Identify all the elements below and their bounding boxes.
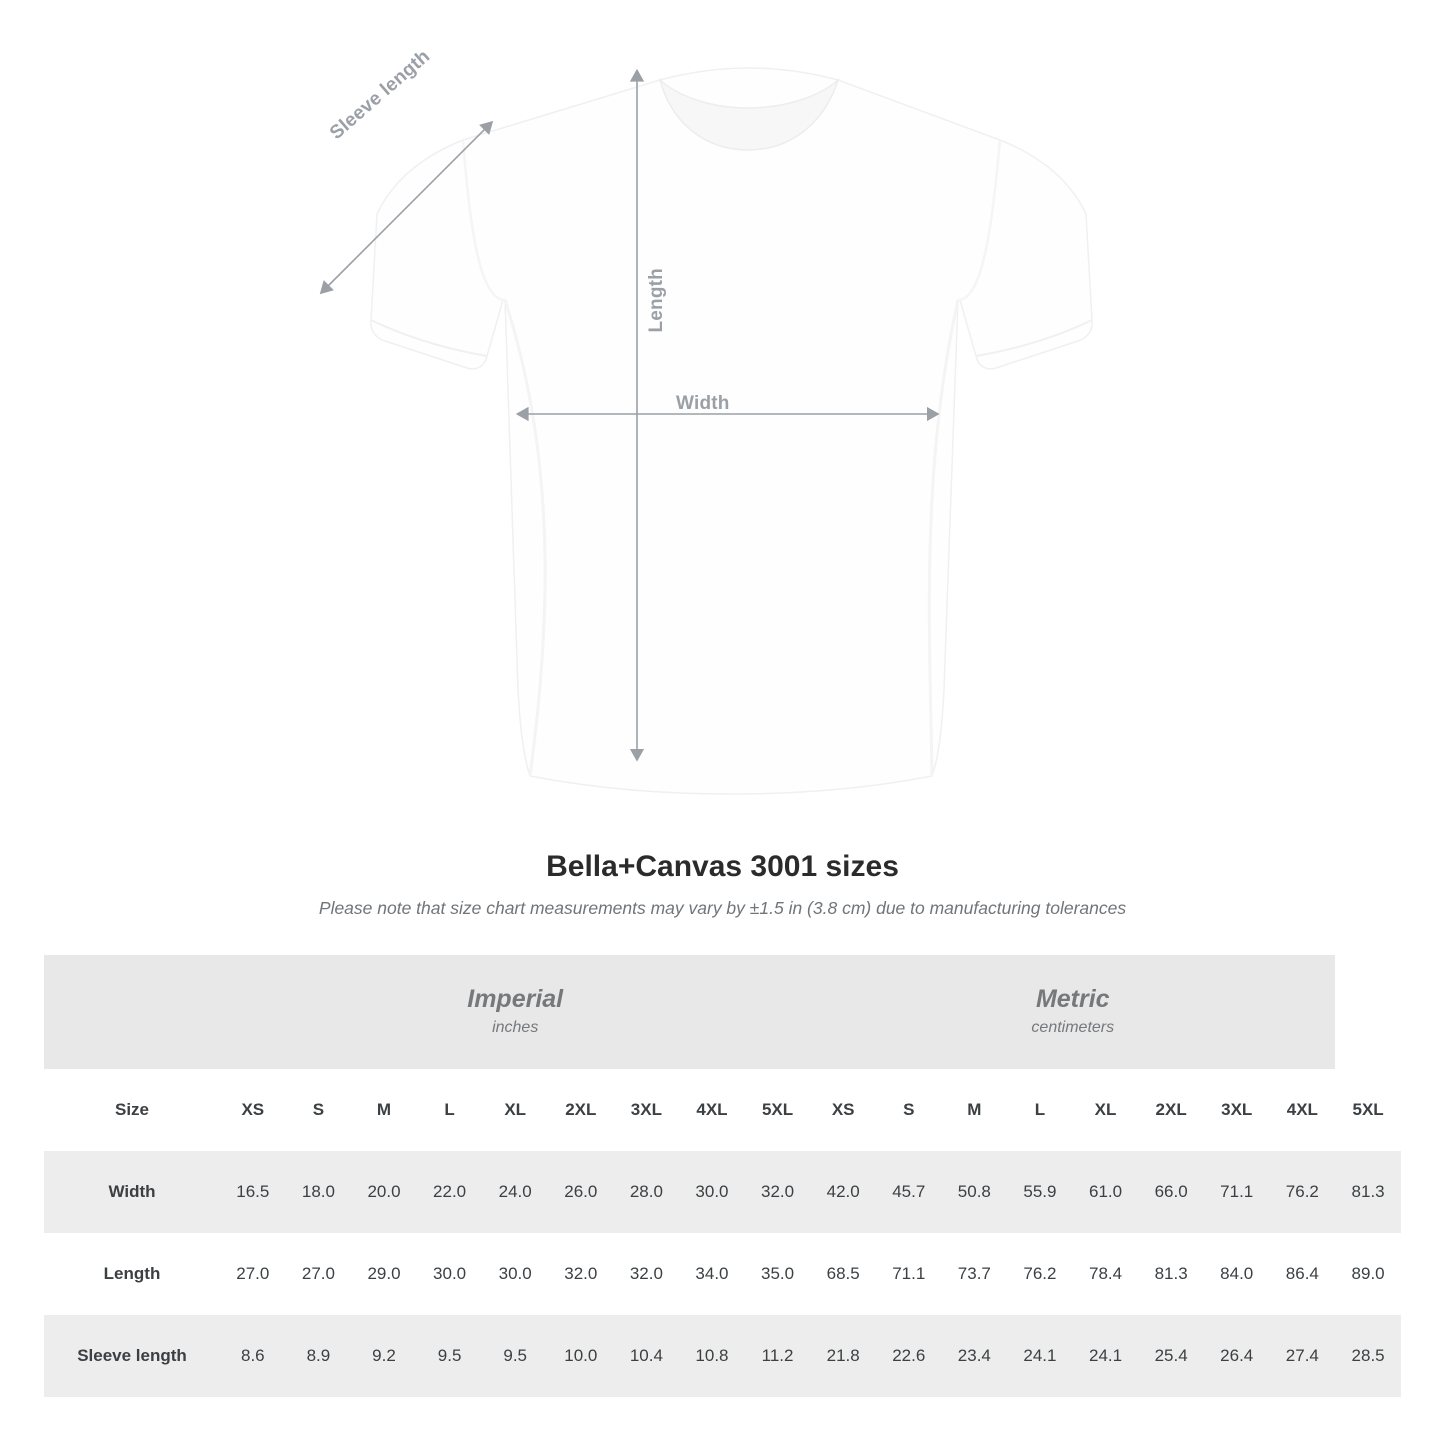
metric-unit-header: [810, 955, 1335, 1069]
size-col-15: 3XL: [1204, 1069, 1270, 1151]
size-row-label: Size: [44, 1069, 220, 1151]
width-m-cm: 50.8: [942, 1151, 1008, 1233]
sleeve-5xl-in: 11.2: [745, 1315, 811, 1397]
tolerance-note: Please note that size chart measurements may vary by ±1.5 in (3.8 cm) due to manufacturing tolerances: [318, 898, 1127, 918]
row-label-sleeve-length: Sleeve length: [44, 1315, 220, 1397]
row-label-length: Length: [44, 1233, 220, 1315]
width-3xl-cm: 71.1: [1204, 1151, 1270, 1233]
width-3xl-in: 28.0: [614, 1151, 680, 1233]
sleeve-5xl-cm: 28.5: [1335, 1315, 1401, 1397]
length-s-cm: 71.1: [876, 1233, 942, 1315]
width-s-cm: 45.7: [876, 1151, 942, 1233]
sleeve-l-in: 9.5: [417, 1315, 483, 1397]
chart-heading: [0, 850, 1445, 919]
width-xs-in: 16.5: [220, 1151, 286, 1233]
size-col-2: M: [351, 1069, 417, 1151]
width-2xl-in: 26.0: [548, 1151, 614, 1233]
width-xl-in: 24.0: [482, 1151, 548, 1233]
size-header-row: [44, 1069, 1401, 1151]
sleeve-2xl-in: 10.0: [548, 1315, 614, 1397]
width-2xl-cm: 66.0: [1138, 1151, 1204, 1233]
length-m-in: 29.0: [351, 1233, 417, 1315]
length-xl-cm: 78.4: [1073, 1233, 1139, 1315]
sleeve-m-cm: 23.4: [942, 1315, 1008, 1397]
width-5xl-cm: 81.3: [1335, 1151, 1401, 1233]
table-row: [44, 1233, 1401, 1315]
sleeve-xl-cm: 24.1: [1073, 1315, 1139, 1397]
size-col-1: S: [286, 1069, 352, 1151]
size-table-wrapper: [44, 955, 1401, 1397]
length-xs-in: 27.0: [220, 1233, 286, 1315]
size-col-11: M: [942, 1069, 1008, 1151]
length-xl-in: 30.0: [482, 1233, 548, 1315]
sleeve-length-label: Sleeve length: [326, 45, 435, 144]
size-col-16: 4XL: [1270, 1069, 1336, 1151]
imperial-title: Imperial: [467, 984, 564, 1013]
length-s-in: 27.0: [286, 1233, 352, 1315]
page-title: Bella+Canvas 3001 sizes: [546, 850, 899, 883]
length-label: Length: [646, 268, 667, 333]
size-col-5: 2XL: [548, 1069, 614, 1151]
length-3xl-in: 32.0: [614, 1233, 680, 1315]
sleeve-l-cm: 24.1: [1007, 1315, 1073, 1397]
width-l-in: 22.0: [417, 1151, 483, 1233]
size-col-6: 3XL: [614, 1069, 680, 1151]
length-2xl-cm: 81.3: [1138, 1233, 1204, 1315]
length-l-cm: 76.2: [1007, 1233, 1073, 1315]
width-s-in: 18.0: [286, 1151, 352, 1233]
size-col-9: XS: [810, 1069, 876, 1151]
length-xs-cm: 68.5: [810, 1233, 876, 1315]
size-col-4: XL: [482, 1069, 548, 1151]
imperial-subtitle: inches: [492, 1018, 539, 1036]
metric-subtitle: centimeters: [1031, 1018, 1115, 1036]
width-m-in: 20.0: [351, 1151, 417, 1233]
size-col-7: 4XL: [679, 1069, 745, 1151]
size-col-3: L: [417, 1069, 483, 1151]
sleeve-s-cm: 22.6: [876, 1315, 942, 1397]
sleeve-2xl-cm: 25.4: [1138, 1315, 1204, 1397]
sleeve-xs-cm: 21.8: [810, 1315, 876, 1397]
sleeve-s-in: 8.9: [286, 1315, 352, 1397]
table-row: [44, 1151, 1401, 1233]
sleeve-3xl-cm: 26.4: [1204, 1315, 1270, 1397]
length-3xl-cm: 84.0: [1204, 1233, 1270, 1315]
width-l-cm: 55.9: [1007, 1151, 1073, 1233]
tshirt-shape: [371, 68, 1092, 794]
size-col-14: 2XL: [1138, 1069, 1204, 1151]
sleeve-4xl-cm: 27.4: [1270, 1315, 1336, 1397]
size-col-17: 5XL: [1335, 1069, 1401, 1151]
size-col-12: L: [1007, 1069, 1073, 1151]
sleeve-xl-in: 9.5: [482, 1315, 548, 1397]
sleeve-4xl-in: 10.8: [679, 1315, 745, 1397]
imperial-unit-header: [220, 955, 810, 1069]
width-4xl-cm: 76.2: [1270, 1151, 1336, 1233]
unit-header-row: [44, 955, 1401, 1069]
length-5xl-cm: 89.0: [1335, 1233, 1401, 1315]
unit-header-spacer: [44, 955, 220, 1069]
length-4xl-in: 34.0: [679, 1233, 745, 1315]
width-xs-cm: 42.0: [810, 1151, 876, 1233]
length-4xl-cm: 86.4: [1270, 1233, 1336, 1315]
metric-title: Metric: [1035, 984, 1110, 1013]
width-4xl-in: 30.0: [679, 1151, 745, 1233]
sleeve-3xl-in: 10.4: [614, 1315, 680, 1397]
width-5xl-in: 32.0: [745, 1151, 811, 1233]
sleeve-m-in: 9.2: [351, 1315, 417, 1397]
size-col-8: 5XL: [745, 1069, 811, 1151]
width-label: Width: [676, 393, 730, 414]
size-col-0: XS: [220, 1069, 286, 1151]
length-5xl-in: 35.0: [745, 1233, 811, 1315]
size-col-13: XL: [1073, 1069, 1139, 1151]
row-label-width: Width: [44, 1151, 220, 1233]
length-l-in: 30.0: [417, 1233, 483, 1315]
size-col-10: S: [876, 1069, 942, 1151]
length-m-cm: 73.7: [942, 1233, 1008, 1315]
width-xl-cm: 61.0: [1073, 1151, 1139, 1233]
table-row: [44, 1315, 1401, 1397]
length-2xl-in: 32.0: [548, 1233, 614, 1315]
size-table: [44, 955, 1401, 1397]
sleeve-xs-in: 8.6: [220, 1315, 286, 1397]
